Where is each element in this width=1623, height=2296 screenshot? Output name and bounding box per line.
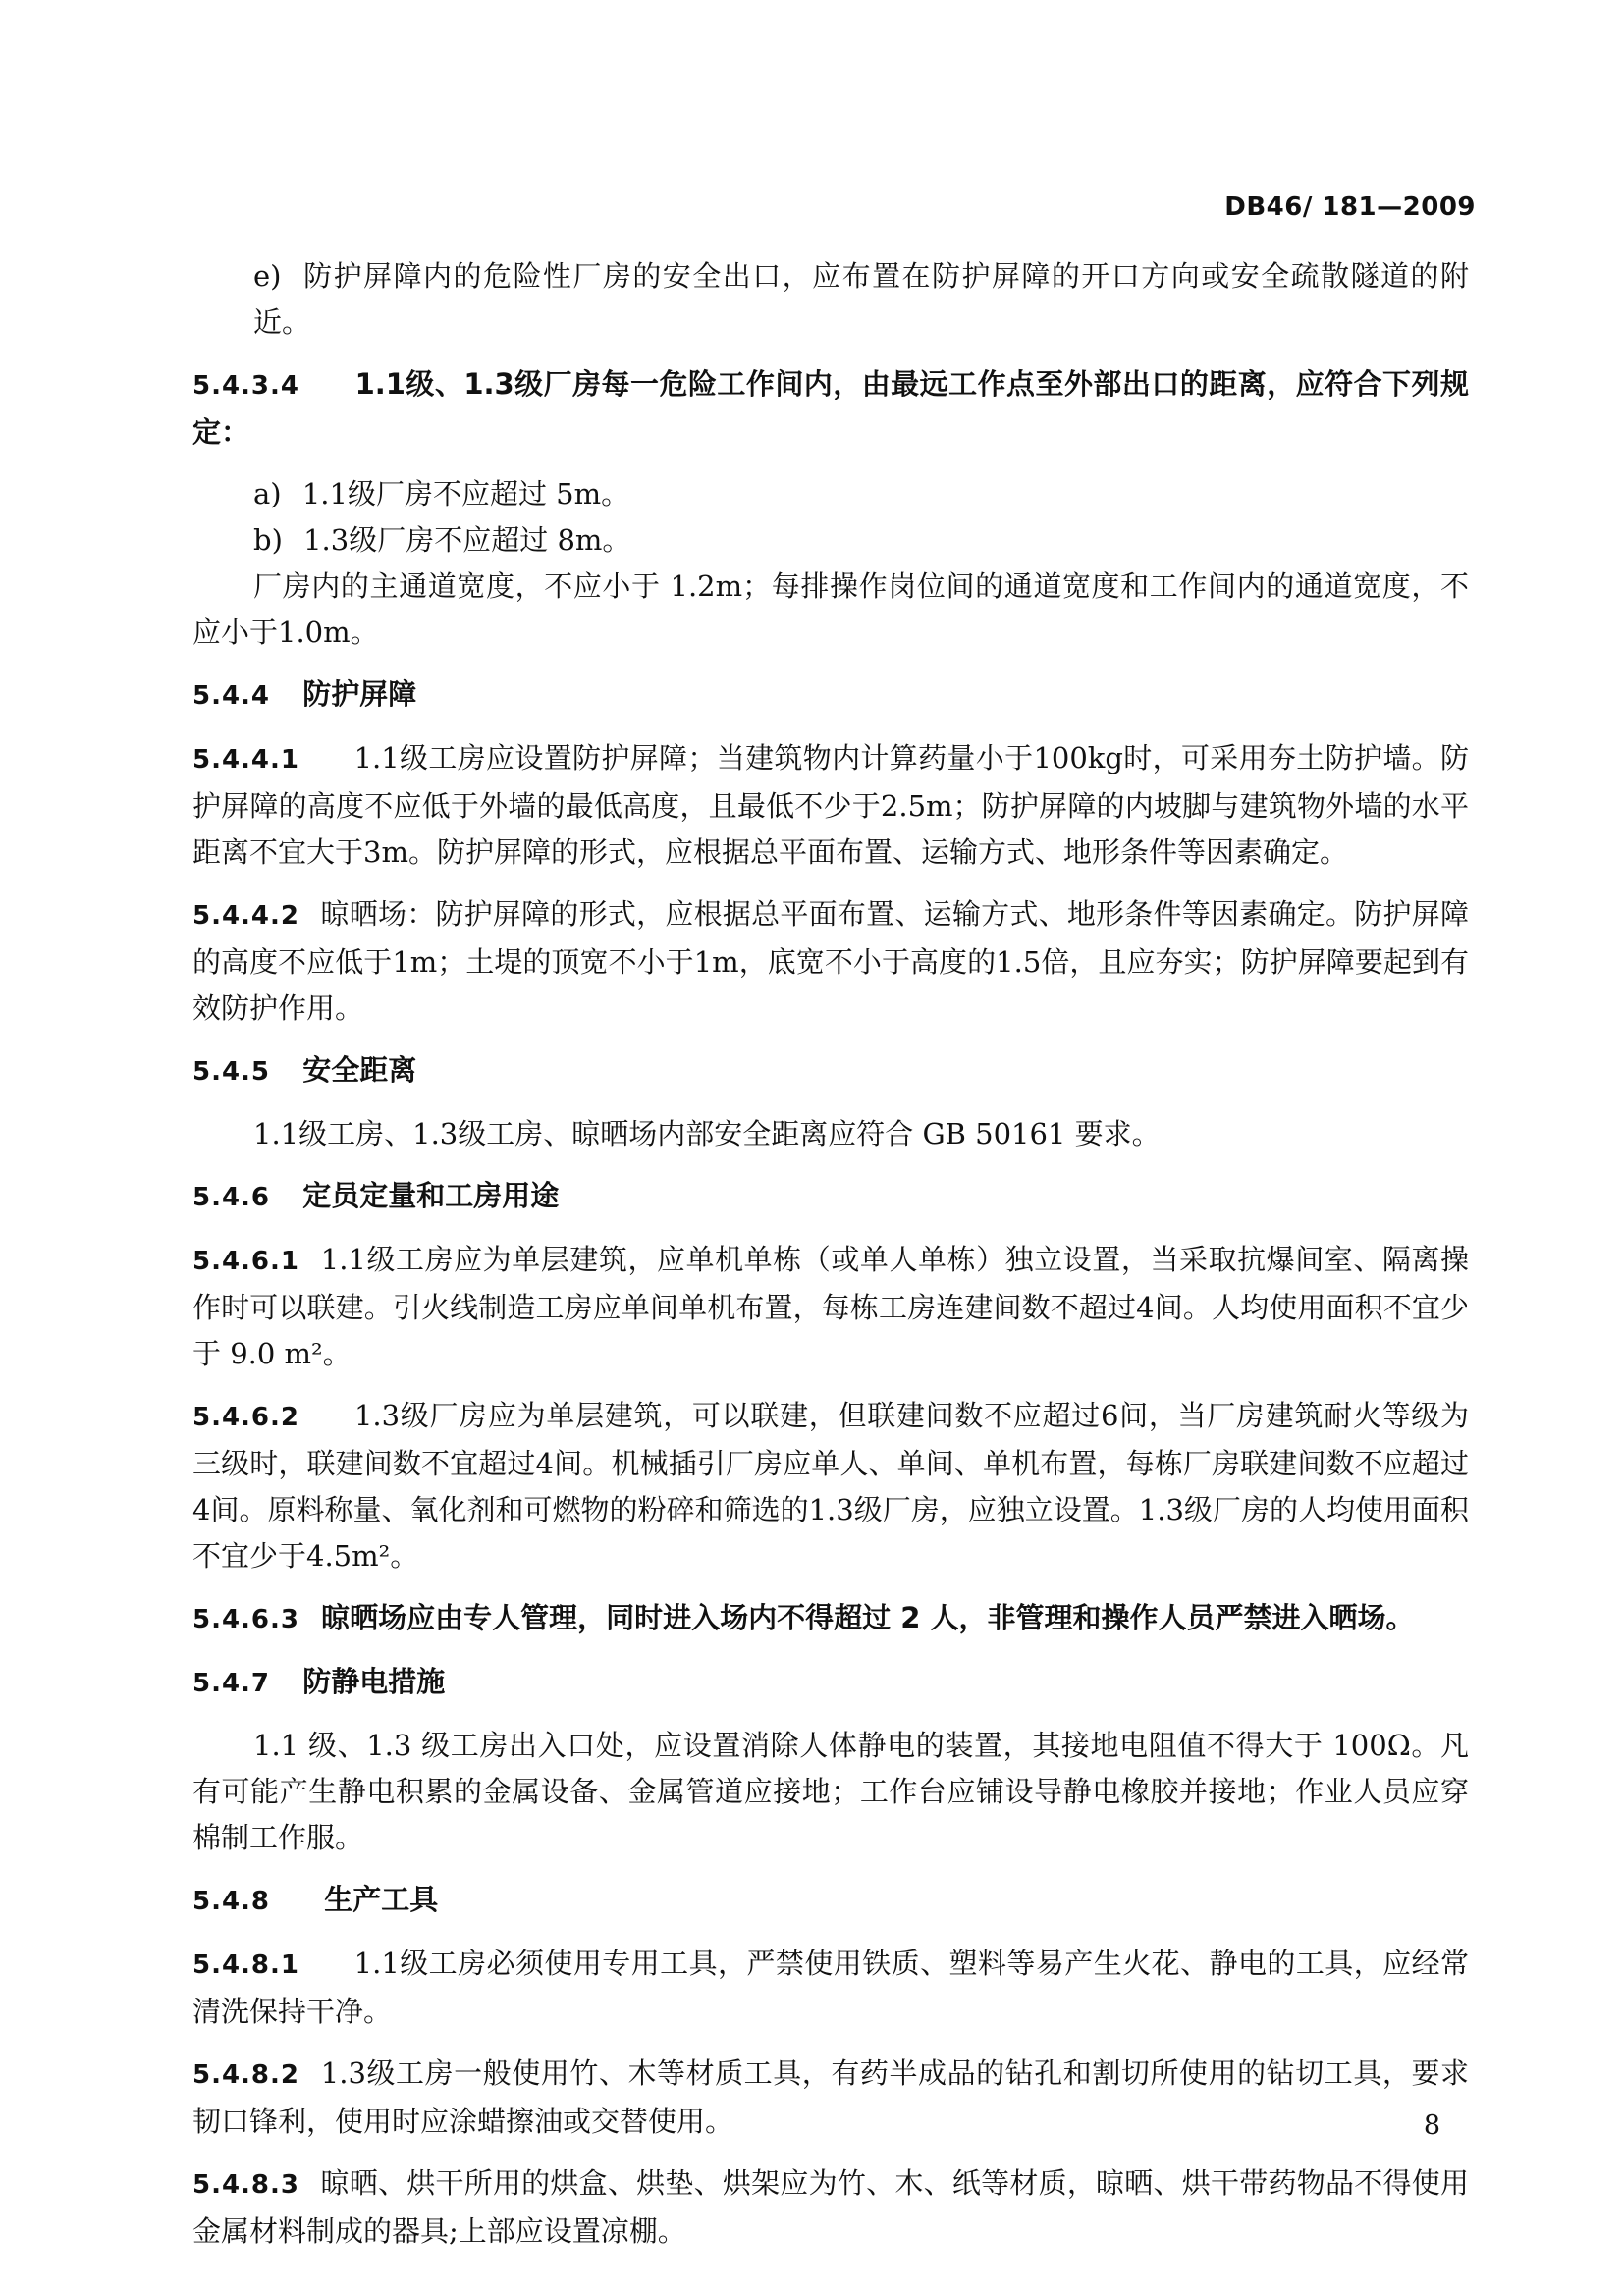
item-text: 防护屏障内的危险性厂房的安全出口，应布置在防护屏障的开口方向或安全疏散隧道的附近。 <box>253 259 1469 339</box>
section-number: 5.4.8 <box>192 1887 271 1916</box>
clause-text: 1.1级工房应设置防护屏障；当建筑物内计算药量小于100kg时，可采用夯土防护墙。防护屏障的高度不应低于外墙的最低高度，且最低不少于2.5m；防护屏障的内坡脚与建筑物外墙的水平距离不宜大于3m。防护屏障的形式，应根据总平面布置、运输方式、地形条件等因素确定。 <box>192 741 1469 869</box>
clause-number: 5.4.4.1 <box>192 745 299 774</box>
clause-5-4-6-1 <box>192 1237 1469 1377</box>
clause-5-4-8-1 <box>192 1941 1469 2035</box>
item-b <box>192 517 1469 563</box>
section-5-4-8 <box>192 1877 1469 1925</box>
section-number: 5.4.6 <box>192 1183 271 1212</box>
clause-text: 1.1级工房应为单层建筑，应单机单栋（或单人单栋）独立设置，当采取抗爆间室、隔离操作时可以联建。引火线制造工房应单间单机布置，每栋工房连建间数不超过4间。人均使用面积不宜少于 9.0 m²。 <box>192 1243 1470 1370</box>
clause-5-4-4-2 <box>192 891 1469 1032</box>
clause-number: 5.4.4.2 <box>192 901 299 931</box>
clause-5-4-8-2 <box>192 2051 1469 2145</box>
paragraph-5-4-7: 1.1 级、1.3 级工房出入口处，应设置消除人体静电的装置，其接地电阻值不得大于 100Ω。凡有可能产生静电积累的金属设备、金属管道应接地；工作台应铺设导静电橡胶并接地；作业人员应穿棉制工作服。 <box>192 1729 1469 1854</box>
section-title: 生产工具 <box>324 1883 439 1916</box>
section-title: 安全距离 <box>302 1053 417 1087</box>
item-a <box>192 471 1469 517</box>
clause-number: 5.4.6.2 <box>192 1403 299 1432</box>
clause-number: 5.4.3.4 <box>192 371 299 400</box>
clause-5-4-4-1 <box>192 735 1469 876</box>
section-number: 5.4.4 <box>192 681 271 711</box>
clause-number: 5.4.8.2 <box>192 2060 299 2090</box>
item-label: b) <box>253 523 283 557</box>
clause-number: 5.4.6.1 <box>192 1247 299 1276</box>
section-title: 防护屏障 <box>302 677 417 711</box>
clause-number: 5.4.6.3 <box>192 1605 299 1634</box>
clause-text: 1.3级厂房应为单层建筑，可以联建，但联建间数不应超过6间，当厂房建筑耐火等级为三级时，联建间数不宜超过4间。机械插引厂房应单人、单间、单机布置，每栋厂房联建间数不应超过4间。原料称量、氧化剂和可燃物的粉碎和筛选的1.3级厂房，应独立设置。1.3级厂房的人均使用面积不宜少于4.5m²。 <box>192 1399 1469 1573</box>
section-5-4-6 <box>192 1173 1469 1221</box>
section-5-4-4 <box>192 671 1469 720</box>
section-number: 5.4.7 <box>192 1669 271 1698</box>
item-text: 1.1级厂房不应超过 5m。 <box>301 477 630 510</box>
clause-text: 晾晒、烘干所用的烘盒、烘垫、烘架应为竹、木、纸等材质，晾晒、烘干带药物品不得使用金属材料制成的器具;上部应设置凉棚。 <box>192 2166 1469 2248</box>
page-number: 8 <box>1423 2110 1440 2141</box>
clause-text: 晾晒场应由专人管理，同时进入场内不得超过 2 人，非管理和操作人员严禁进入晒场。 <box>321 1601 1415 1634</box>
section-number: 5.4.5 <box>192 1057 271 1087</box>
clause-5-4-6-3 <box>192 1595 1469 1643</box>
section-5-4-5 <box>192 1047 1469 1095</box>
clause-text: 1.1级、1.3级厂房每一危险工作间内，由最远工作点至外部出口的距离，应符合下列规定： <box>192 367 1469 449</box>
clause-text: 1.1级工房必须使用专用工具，严禁使用铁质、塑料等易产生火花、静电的工具，应经常清洗保持干净。 <box>192 1947 1470 2028</box>
clause-text: 1.3级工房一般使用竹、木等材质工具，有药半成品的钻孔和割切所使用的钻切工具，要求韧口锋利，使用时应涂蜡擦油或交替使用。 <box>192 2056 1470 2138</box>
item-e <box>192 253 1469 346</box>
document-code: DB46/ 181—2009 <box>1224 192 1476 222</box>
section-5-4-7 <box>192 1659 1469 1707</box>
clause-5-4-3-4 <box>192 361 1469 455</box>
clause-text: 晾晒场：防护屏障的形式，应根据总平面布置、运输方式、地形条件等因素确定。防护屏障的高度不应低于1m；土堤的顶宽不小于1m，底宽不小于高度的1.5倍，且应夯实；防护屏障要起到有效防护作用。 <box>192 897 1469 1025</box>
section-title: 防静电措施 <box>302 1665 446 1698</box>
document-body <box>192 253 1469 2255</box>
clause-5-4-8-3 <box>192 2161 1469 2255</box>
clause-number: 5.4.8.1 <box>192 1950 299 1980</box>
paragraph-5-4-5: 1.1级工房、1.3级工房、晾晒场内部安全距离应符合 GB 50161 要求。 <box>253 1117 1161 1150</box>
clause-5-4-6-2 <box>192 1393 1469 1579</box>
paragraph-passage-width: 厂房内的主通道宽度，不应小于 1.2m；每排操作岗位间的通道宽度和工作间内的通道宽度，不应小于1.0m。 <box>192 569 1469 649</box>
section-title: 定员定量和工房用途 <box>302 1179 560 1212</box>
item-label: e) <box>253 259 282 293</box>
item-label: a) <box>253 477 282 510</box>
item-text: 1.3级厂房不应超过 8m。 <box>303 523 631 557</box>
clause-number: 5.4.8.3 <box>192 2170 299 2200</box>
